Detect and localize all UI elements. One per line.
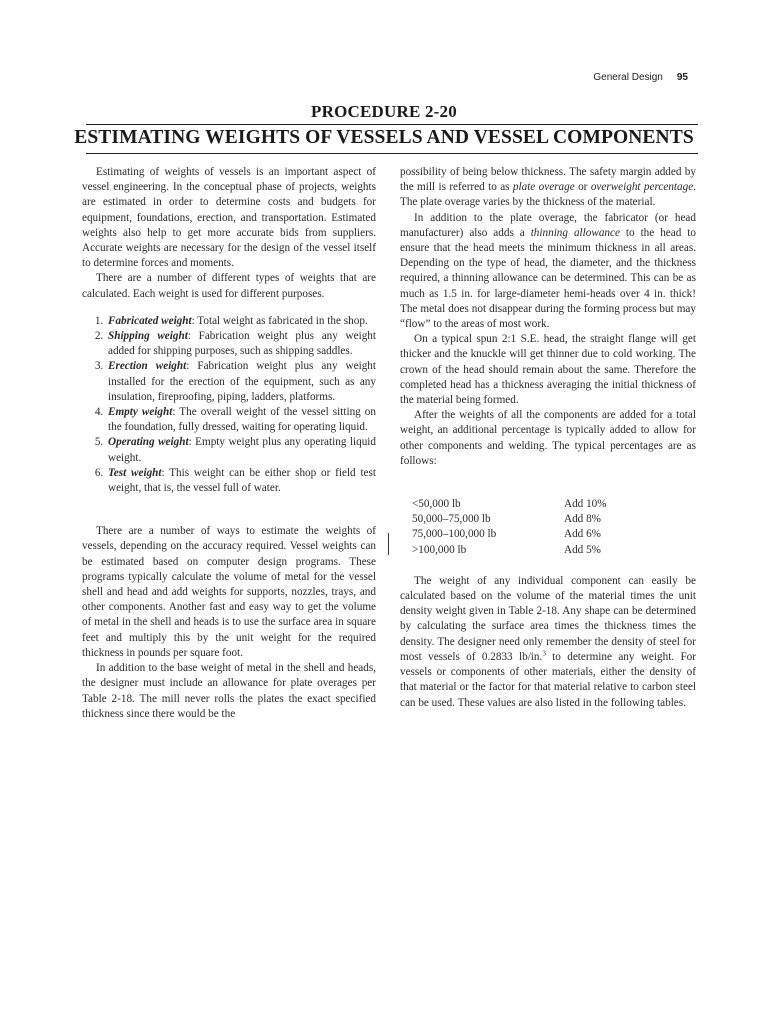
list-item: 6. Test weight: This weight can be either shop or field test weight, that is, the vessel full of water. xyxy=(106,466,376,496)
table-row: >100,000 lb Add 5% xyxy=(412,543,601,556)
list-item: 3. Erection weight: Fabrication weight plus any weight installed for the erection of the equipment, such as any insulation, fireproofing, piping, ladders, platforms. xyxy=(106,359,376,405)
components-paragraph: After the weights of all the components are added for a total weight, an additional percentage is typically added to allow for other components and welding. The typical percentages are as follows: xyxy=(400,409,696,467)
list-item: 2. Shipping weight: Fabrication weight plus any weight added for shipping purposes, such as shipping saddles. xyxy=(106,329,376,359)
intro-paragraph: Estimating of weights of vessels is an important aspect of vessel engineering. In the conceptual phase of projects, weights are estimated in order to determine costs and budgets for equipment, foundations, erection, and transportation. Estimated weights also help to get more accurate bids from suppliers. Accurate weights are necessary for the design of the vessel itself to determine forces and moments. xyxy=(82,166,376,270)
right-column xyxy=(400,165,696,711)
procedure-label: PROCEDURE 2-20 xyxy=(311,102,457,121)
title-rule-top xyxy=(86,124,698,125)
methods-paragraph: There are a number of ways to estimate the weights of vessels, depending on the accuracy required. Vessel weights can be estimated based on computer design programs. These programs typically calculate the volume of metal for the vessel shell and head and add weights for supports, nozzles, trays, and other components. Another fast and easy way to get the volume of metal in the shell and heads is to use the surface area in square feet and multiply this by the unit weight for the required thickness in pounds per square foot. xyxy=(82,525,376,659)
table-row: 50,000–75,000 lb Add 8% xyxy=(412,513,601,526)
list-item: 1. Fabricated weight: Total weight as fabricated in the shop. xyxy=(106,314,376,329)
density-paragraph: The weight of any individual component can easily be calculated based on the volume of the material times the unit density weight given in Table 2-18. Any shape can be determined by calculating the surface area times the thickness times the density. The designer need only remember the density of steel for most vessels of 0.2833 lb/in.$^3$ to determine any weight. For vessels or components of other materials, either the density of that material or the factor for that material relative to carbon steel can be used. These values are also listed in the following tables. xyxy=(400,574,696,709)
table-row: <50,000 lb Add 10% xyxy=(412,498,607,511)
list-item: 4. Empty weight: The overall weight of the vessel sitting on the foundation, fully dressed, waiting for operating liquid. xyxy=(106,405,376,435)
continuation-paragraph: possibility of being below thickness. The safety margin added by the mill is referred to as plate overage or overweight percentage. The plate overage varies by the thickness of the material. xyxy=(400,166,696,209)
page-number: 95 xyxy=(676,72,688,83)
title-rule-bottom xyxy=(86,153,698,154)
table-row: 75,000–100,000 lb Add 6% xyxy=(412,528,601,541)
page-title: ESTIMATING WEIGHTS OF VESSELS AND VESSEL COMPONENTS xyxy=(74,127,694,148)
left-column xyxy=(82,165,376,722)
spun-head-paragraph: On a typical spun 2:1 S.E. head, the straight flange will get thicker and the knuckle will get thinner due to cold working. The crown of the head should remain about the same. Therefore the completed head has a thickness averaging the initial thickness of the material being formed. xyxy=(400,333,696,407)
running-head-section: General Design xyxy=(593,72,663,83)
base-weight-paragraph: In addition to the base weight of metal in the shell and heads, the designer must include an allowance for plate overages per Table 2-18. The mill never rolls the plates the exact specified thickness since there would be the xyxy=(82,662,376,720)
allowance-table xyxy=(412,497,607,558)
weight-types-list xyxy=(82,314,376,496)
list-item: 5. Operating weight: Empty weight plus any operating liquid weight. xyxy=(106,435,376,465)
types-intro-paragraph: There are a number of different types of weights that are calculated. Each weight is used for different purposes. xyxy=(82,272,376,300)
margin-change-bar xyxy=(388,533,389,555)
running-head xyxy=(593,72,688,83)
thinning-paragraph: In addition to the plate overage, the fabricator (or head manufacturer) also adds a thinning allowance to the head to ensure that the head meets the minimum thickness in all areas. Depending on the type of head, the diameter, and the thickness required, a thinning allowance can be determined. This can be as much as 1.5 in. for large-diameter hemi-heads over 4 in. thick! The metal does not disappear during the forming process but may “flow” to the areas of most work. xyxy=(400,211,696,331)
